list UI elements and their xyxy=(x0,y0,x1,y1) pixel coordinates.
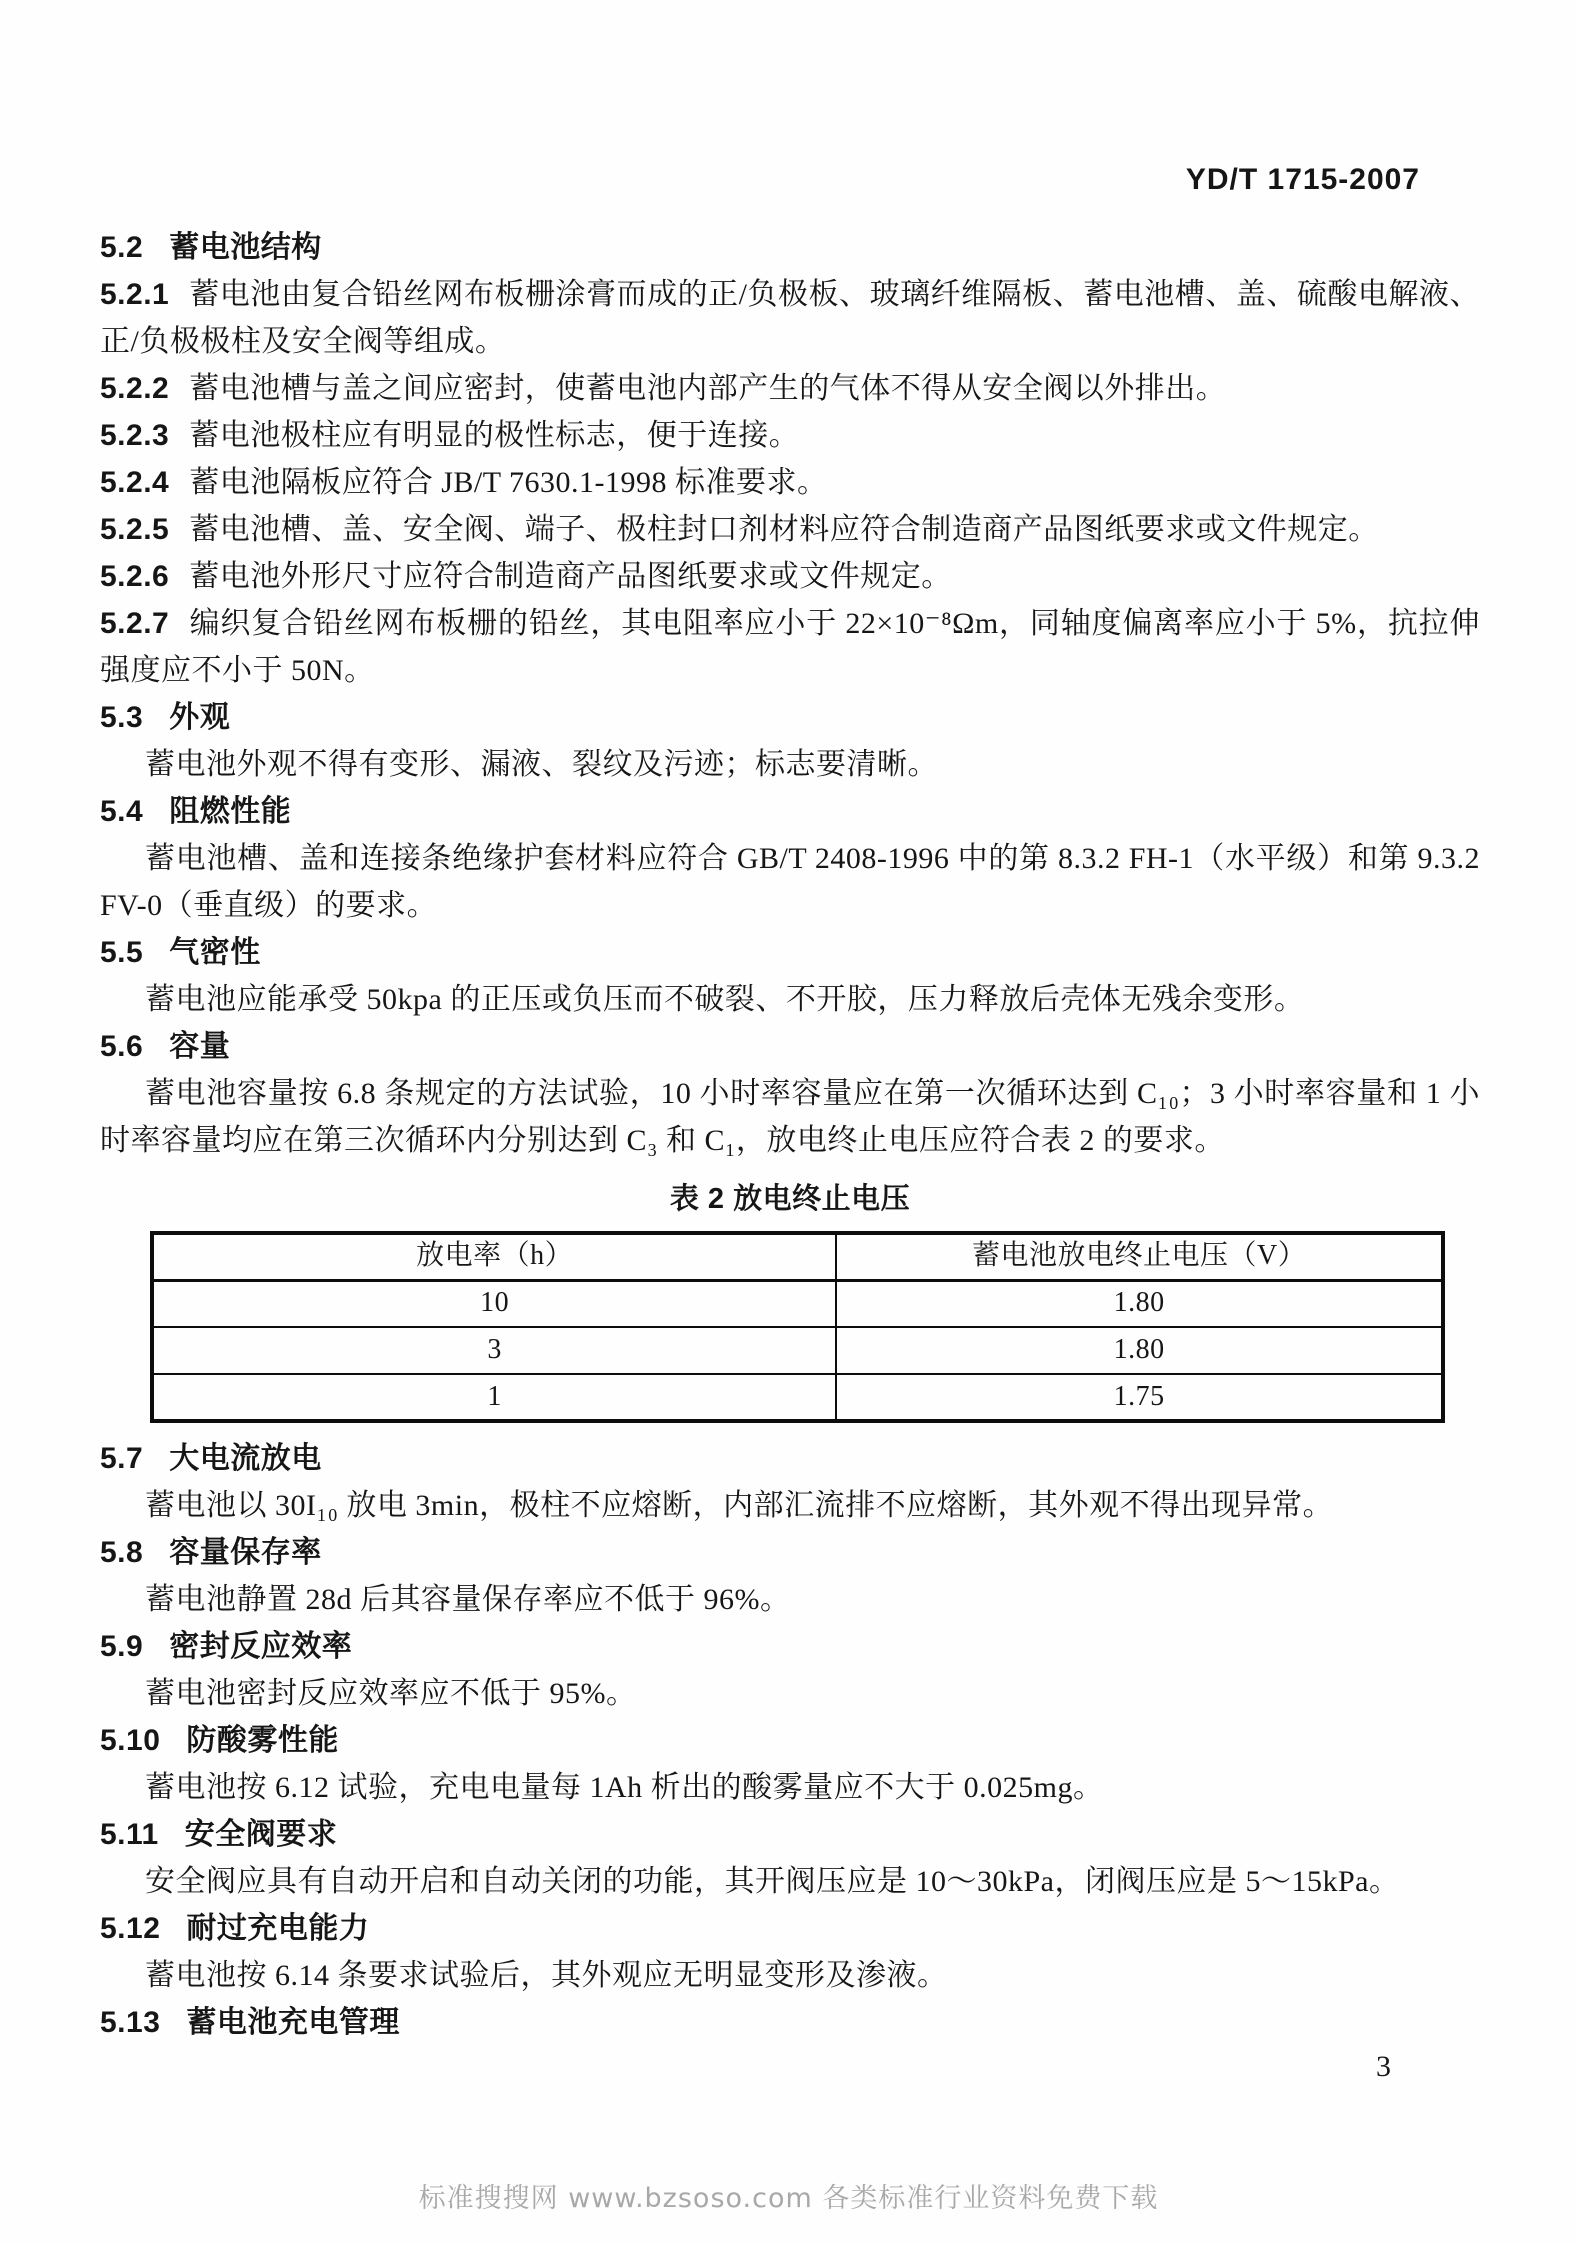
cell-rate: 1 xyxy=(152,1374,836,1421)
page-number: 3 xyxy=(1376,2050,1391,2083)
clause-number: 5.4 xyxy=(100,795,144,828)
clause-5-3-text: 蓄电池外观不得有变形、漏液、裂纹及污迹；标志要清晰。 xyxy=(145,748,938,781)
clause-number: 5.2 xyxy=(100,231,144,264)
footer-watermark: 标准搜搜网 www.bzsoso.com 各类标准行业资料免费下载 xyxy=(418,2183,1159,2214)
section-heading-5-11 xyxy=(100,1811,1480,1858)
clause-number: 5.13 xyxy=(100,2006,161,2039)
clause-number: 5.10 xyxy=(100,1724,161,1757)
clause-text: 编织复合铅丝网布板栅的铅丝，其电阻率应小于 22×10⁻⁸Ωm，同轴度偏离率应小于 5%，抗拉伸强度应不小于 50N。 xyxy=(100,607,1480,687)
section-heading-5-4 xyxy=(100,788,1480,835)
table-2-caption: 表 2 放电终止电压 xyxy=(669,1183,911,1215)
clause-5-2-7 xyxy=(100,600,1480,694)
heading-title: 外观 xyxy=(169,701,231,734)
table-row xyxy=(152,1280,1443,1327)
clause-5-5-text: 蓄电池应能承受 50kpa 的正压或负压而不破裂、不开胶，压力释放后壳体无残余变形。 xyxy=(145,983,1305,1016)
cell-voltage: 1.80 xyxy=(836,1280,1443,1327)
clause-number: 5.7 xyxy=(100,1442,144,1475)
cell-rate: 3 xyxy=(152,1327,836,1374)
clause-number: 5.2.1 xyxy=(100,278,170,311)
clause-5-2-2 xyxy=(100,365,1480,412)
heading-title: 耐过充电能力 xyxy=(186,1912,370,1945)
clause-number: 5.9 xyxy=(100,1630,144,1663)
heading-title: 气密性 xyxy=(169,936,261,969)
section-heading-5-12 xyxy=(100,1905,1480,1952)
clause-text: 蓄电池外形尺寸应符合制造商产品图纸要求或文件规定。 xyxy=(189,560,952,593)
section-heading-5-10 xyxy=(100,1717,1480,1764)
clause-5-11-text: 安全阀应具有自动开启和自动关闭的功能，其开阀压应是 10～30kPa，闭阀压应是 5～15kPa。 xyxy=(145,1865,1400,1898)
clause-number: 5.2.2 xyxy=(100,372,170,405)
clause-number: 5.2.3 xyxy=(100,419,170,452)
heading-title: 容量 xyxy=(169,1030,231,1063)
section-heading-5-7 xyxy=(100,1435,1480,1482)
clause-text: 蓄电池由复合铅丝网布板栅涂膏而成的正/负极板、玻璃纤维隔板、蓄电池槽、盖、硫酸电解液、正/负极极柱及安全阀等组成。 xyxy=(100,278,1480,358)
heading-title: 蓄电池充电管理 xyxy=(186,2006,400,2039)
clause-5-2-3 xyxy=(100,412,1480,459)
section-heading-5-13 xyxy=(100,1999,1480,2046)
clause-5-2-5 xyxy=(100,506,1480,553)
heading-title: 安全阀要求 xyxy=(184,1818,338,1851)
clause-text: 蓄电池隔板应符合 JB/T 7630.1-1998 标准要求。 xyxy=(189,466,828,499)
clause-5-6-text: 蓄电池容量按 6.8 条规定的方法试验，10 小时率容量应在第一次循环达到 C₁₀；3 小时率容量和 1 小时率容量均应在第三次循环内分别达到 C₃ 和 C₁，放电终止电压应符合表 2 的要求。 xyxy=(100,1077,1480,1157)
clause-number: 5.2.4 xyxy=(100,466,170,499)
clause-number: 5.6 xyxy=(100,1030,144,1063)
table-header-row xyxy=(152,1233,1443,1280)
heading-title: 蓄电池结构 xyxy=(169,231,322,264)
section-heading-5-9 xyxy=(100,1623,1480,1670)
heading-title: 密封反应效率 xyxy=(169,1630,353,1663)
clause-number: 5.3 xyxy=(100,701,144,734)
clause-5-4-text: 蓄电池槽、盖和连接条绝缘护套材料应符合 GB/T 2408-1996 中的第 8.3.2 FH-1（水平级）和第 9.3.2 FV-0（垂直级）的要求。 xyxy=(100,842,1480,922)
clause-number: 5.2.7 xyxy=(100,607,170,640)
document-body xyxy=(100,224,1480,2046)
table-row xyxy=(152,1327,1443,1374)
section-heading-5-6 xyxy=(100,1023,1480,1070)
section-heading-5-8 xyxy=(100,1529,1480,1576)
clause-text: 蓄电池极柱应有明显的极性标志，便于连接。 xyxy=(189,419,800,452)
clause-5-8-text: 蓄电池静置 28d 后其容量保存率应不低于 96%。 xyxy=(145,1583,791,1616)
cell-voltage: 1.75 xyxy=(836,1374,1443,1421)
heading-title: 防酸雾性能 xyxy=(186,1724,339,1757)
clause-5-12-text: 蓄电池按 6.14 条要求试验后，其外观应无明显变形及渗液。 xyxy=(145,1959,948,1992)
clause-text: 蓄电池槽、盖、安全阀、端子、极柱封口剂材料应符合制造商产品图纸要求或文件规定。 xyxy=(189,513,1379,546)
clause-text: 蓄电池槽与盖之间应密封，使蓄电池内部产生的气体不得从安全阀以外排出。 xyxy=(189,372,1227,405)
section-heading-5-2 xyxy=(100,224,1480,271)
clause-5-9-text: 蓄电池密封反应效率应不低于 95%。 xyxy=(145,1677,637,1710)
clause-number: 5.5 xyxy=(100,936,144,969)
section-heading-5-3 xyxy=(100,694,1480,741)
clause-number: 5.2.6 xyxy=(100,560,170,593)
clause-5-2-4 xyxy=(100,459,1480,506)
clause-number: 5.12 xyxy=(100,1912,161,1945)
clause-5-2-1 xyxy=(100,271,1480,365)
clause-number: 5.11 xyxy=(100,1818,159,1851)
table-2-discharge-end-voltage xyxy=(150,1231,1445,1423)
clause-number: 5.8 xyxy=(100,1536,144,1569)
cell-rate: 10 xyxy=(152,1280,836,1327)
col-header-end-voltage: 蓄电池放电终止电压（V） xyxy=(836,1233,1443,1280)
clause-number: 5.2.5 xyxy=(100,513,170,546)
col-header-discharge-rate: 放电率（h） xyxy=(152,1233,836,1280)
standard-doc-code: YD/T 1715-2007 xyxy=(1185,163,1420,196)
cell-voltage: 1.80 xyxy=(836,1327,1443,1374)
clause-5-10-text: 蓄电池按 6.12 试验，充电电量每 1Ah 析出的酸雾量应不大于 0.025mg。 xyxy=(145,1771,1104,1804)
heading-title: 大电流放电 xyxy=(169,1442,322,1475)
heading-title: 阻燃性能 xyxy=(169,795,292,828)
table-row xyxy=(152,1374,1443,1421)
heading-title: 容量保存率 xyxy=(169,1536,322,1569)
clause-5-7-text: 蓄电池以 30I₁₀ 放电 3min，极柱不应熔断，内部汇流排不应熔断，其外观不得出现异常。 xyxy=(145,1489,1334,1522)
clause-5-2-6 xyxy=(100,553,1480,600)
section-heading-5-5 xyxy=(100,929,1480,976)
